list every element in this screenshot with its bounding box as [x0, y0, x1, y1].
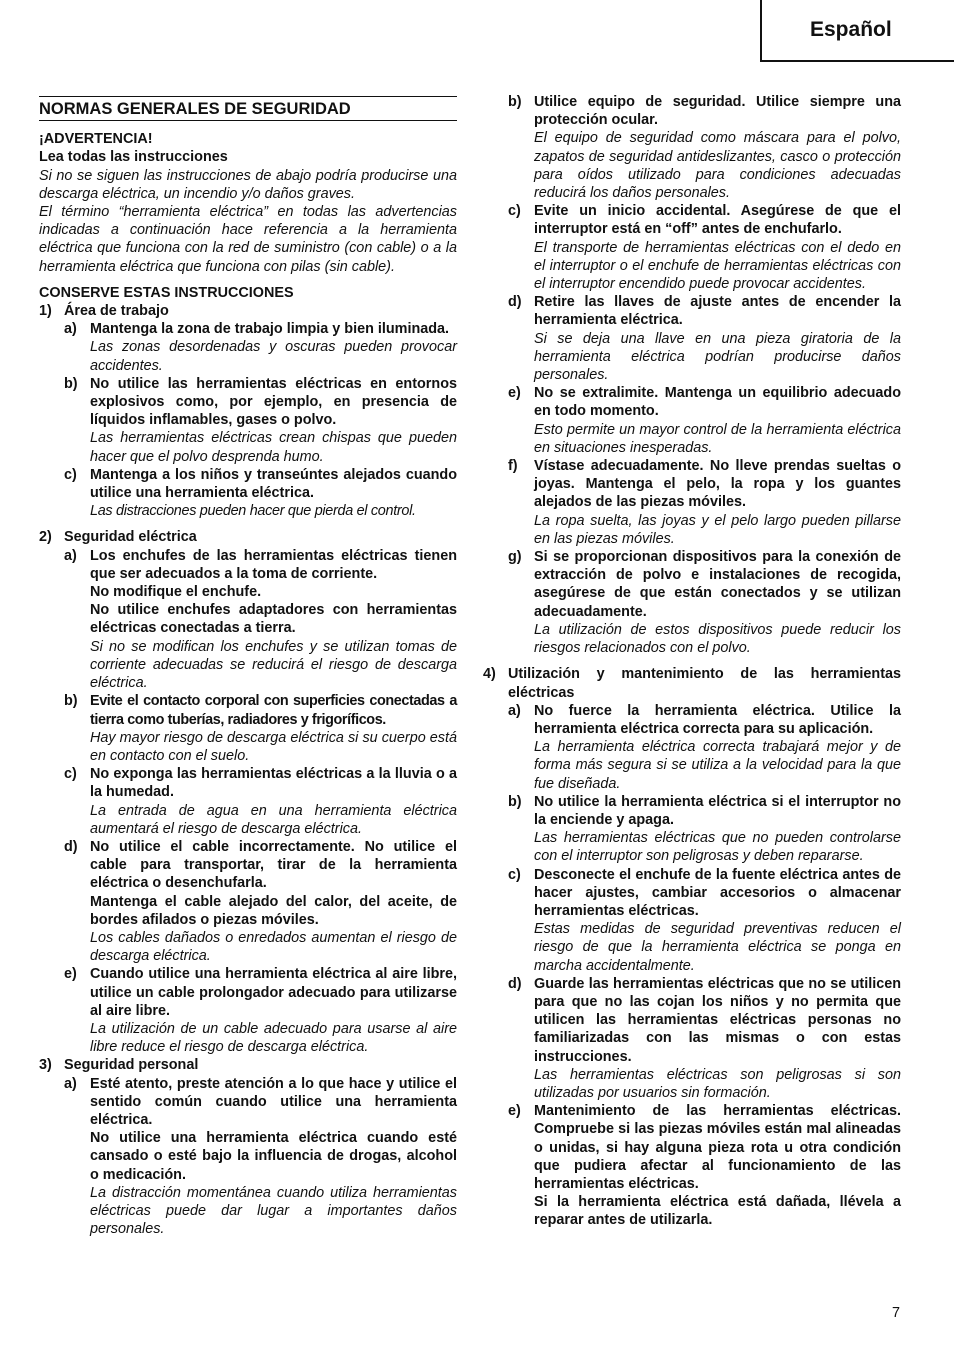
list-item: b) Utilice equipo de seguridad. Utilice siempre una protección ocular. El equipo de seguridad como máscara para el polvo, zapatos de seguridad antideslizantes, casco o protección para oídos utilizado para condiciones adecuadas reducirá los daños personales.	[508, 94, 901, 202]
list-item: a) Mantenga la zona de trabajo limpia y bien iluminada. Las zonas desordenadas y oscuras pueden provocar accidentes.	[64, 321, 457, 374]
tool-use-maintenance-heading: 4) Utilización y mantenimiento de las herramientas eléctricas	[483, 666, 901, 701]
list-item: d) Guarde las herramientas eléctricas que no se utilicen para que no las cojan los niños y no permita que utilicen las herramientas eléctricas personas no familiarizadas con las mismas o con estas instrucciones. Las herramientas eléctricas son peligrosas si son utilizadas por usuarios sin formación.	[508, 975, 901, 1101]
list-item: c) Desconecte el enchufe de la fuente eléctrica antes de hacer ajustes, cambiar accesorios o almacenar herramientas eléctricas. Estas medidas de seguridad preventivas reducen el riesgo de que la herramienta eléctrica se ponga en marcha accidentalmente.	[508, 866, 901, 974]
language-tab	[760, 0, 954, 62]
list-item: e) Mantenimiento de las herramientas eléctricas. Compruebe si las piezas móviles están mal alineadas o unidas, si hay alguna pieza rota u otra condición que pudiera afectar al funcionamiento de las herramientas eléctricas. Si la herramienta eléctrica está dañada, llévela a reparar antes de utilizarla.	[508, 1103, 901, 1229]
list-item: a) Esté atento, preste atención a lo que hace y utilice el sentido común cuando utilice una herramienta eléctrica. No utilice una herramienta eléctrica cuando esté cansado o esté bajo la influencia de drogas, alcohol o medicación. La distracción momentánea cuando utiliza herramientas eléctricas puede dar lugar a importantes daños personales.	[64, 1075, 457, 1238]
list-item: b) Evite el contacto corporal con superficies conectadas a tierra como tuberías, radiadores y frigoríficos. Hay mayor riesgo de descarga eléctrica si su cuerpo está en contacto con el suelo.	[64, 693, 457, 764]
list-item: c) Mantenga a los niños y transeúntes alejados cuando utilice una herramienta eléctrica. Las distracciones pueden hacer que pierda el control.	[64, 466, 457, 520]
list-item: e) No se extralimite. Mantenga un equilibrio adecuado en todo momento. Esto permite un mayor control de la herramienta eléctrica en situaciones inesperadas.	[508, 385, 901, 456]
read-all-label: Lea todas las instrucciones	[39, 149, 228, 166]
section-title: NORMAS GENERALES DE SEGURIDAD	[39, 96, 457, 121]
list-item: d) Retire las llaves de ajuste antes de encender la herramienta eléctrica. Si se deja una llave en una pieza giratoria de la herramienta eléctrica podrían producirse daños personales.	[508, 294, 901, 384]
personal-safety-heading: 3) Seguridad personal	[39, 1057, 199, 1074]
page-number: 7	[892, 1305, 901, 1321]
work-area-heading: 1) Área de trabajo	[39, 303, 169, 320]
list-item: d) No utilice el cable incorrectamente. No utilice el cable para transportar, tirar de la herramienta eléctrica o desenchufarla. Mantenga el cable alejado del calor, del aceite, de bordes afilados o piezas móviles. Los cables dañados o enredados aumentan el riesgo de descarga eléctrica.	[64, 838, 457, 965]
language-label: Español	[810, 18, 892, 41]
intro-text-2: El término “herramienta eléctrica” en todas las advertencias indicadas a continuación hace referencia a la herramienta eléctrica que funciona con la red de suministro (con cable) o a la herramienta eléctrica que funciona con pilas (sin cable).	[39, 204, 457, 275]
warning-label: ¡ADVERTENCIA!	[39, 131, 153, 148]
intro-text-1: Si no se siguen las instrucciones de abajo podría producirse una descarga eléctrica, un incendio y/o daños graves.	[39, 167, 457, 202]
list-item: c) Evite un inicio accidental. Asegúrese de que el interruptor está en “off” antes de enchufarlo. El transporte de herramientas eléctricas con el dedo en el interruptor o el enchufe de herramientas eléctricas con el interruptor encendido puede provocar accidentes.	[508, 203, 901, 293]
list-item: a) Los enchufes de las herramientas eléctricas tienen que ser adecuados a la toma de corriente. No modifique el enchufe. No utilice enchufes adaptadores con herramientas eléctricas conectadas a tierra. Si no se modifican los enchufes y se utilizan tomas de corriente adecuadas se reducirá el riesgo de descarga eléctrica.	[64, 547, 457, 692]
list-item: e) Cuando utilice una herramienta eléctrica al aire libre, utilice un cable prolongador adecuado para utilizarse al aire libre. La utilización de un cable adecuado para usarse al aire libre reduce el riesgo de descarga eléctrica.	[64, 966, 457, 1056]
left-column	[39, 96, 457, 1238]
list-item: b) No utilice las herramientas eléctricas en entornos explosivos como, por ejemplo, en presencia de líquidos inflamables, gases o polvo. Las herramientas eléctricas crean chispas que pueden hacer que el polvo desprenda humo.	[64, 375, 457, 465]
list-item: a) No fuerce la herramienta eléctrica. Utilice la herramienta eléctrica correcta para su aplicación. La herramienta eléctrica correcta trabajará mejor y de forma más segura si se utiliza a la velocidad para la que fue diseñada.	[508, 702, 901, 792]
list-item: c) No exponga las herramientas eléctricas a la lluvia o a la humedad. La entrada de agua en una herramienta eléctrica aumentará el riesgo de descarga eléctrica.	[64, 766, 457, 837]
conserve-label: CONSERVE ESTAS INSTRUCCIONES	[39, 284, 294, 301]
list-item: b) No utilice la herramienta eléctrica si el interruptor no la enciende y apaga. Las herramientas eléctricas que no pueden controlarse con el interruptor son peligrosas y deben repararse.	[508, 793, 901, 865]
electrical-safety-heading: 2) Seguridad eléctrica	[39, 529, 197, 546]
right-column	[483, 93, 901, 1230]
list-item: g) Si se proporcionan dispositivos para la conexión de extracción de polvo e instalaciones de recogida, asegúrese de que están conectados y se utilizan adecuadamente. La utilización de estos dispositivos puede reducir los riesgos relacionados con el polvo.	[508, 549, 901, 657]
list-item: f) Vístase adecuadamente. No lleve prendas sueltas o joyas. Mantenga el pelo, la ropa y los guantes alejados de las piezas móviles. La ropa suelta, las joyas y el pelo largo pueden pillarse en las piezas móviles.	[508, 458, 901, 547]
